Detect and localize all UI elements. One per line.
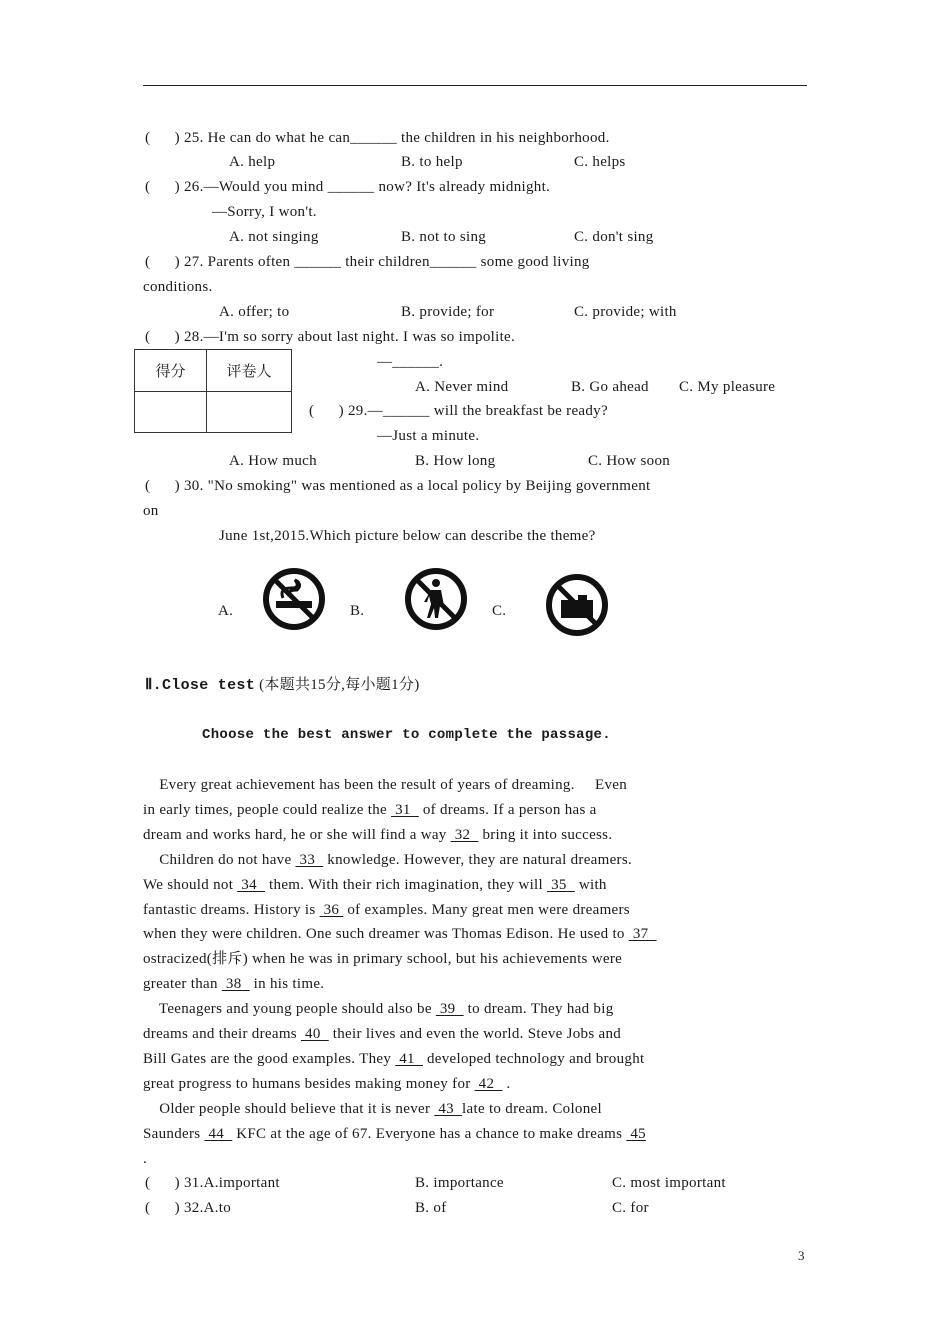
passage-text: knowledge. However, they are natural dreamers. (323, 851, 633, 868)
passage-text: their lives and even the world. Steve Jobs and (328, 1026, 622, 1042)
question-stem-cont: on (143, 503, 159, 519)
passage-text: with (574, 876, 607, 893)
header-rule (143, 85, 807, 86)
question-31: ( ) 31.A.important (145, 1175, 280, 1191)
option-b: B. Go ahead (571, 379, 649, 395)
option-a: A. How much (229, 453, 317, 469)
no-smoking-sign-icon (261, 566, 327, 632)
score-box (134, 349, 292, 433)
passage-line (143, 1000, 614, 1018)
blank-38: 38 (221, 976, 250, 993)
option-b: B. importance (415, 1175, 504, 1191)
grader-cell[interactable] (207, 392, 291, 432)
question-29: ( ) 29.—______ will the breakfast be ready? (309, 403, 608, 419)
option-a: A. not singing (229, 229, 319, 245)
passage-text: Older people should believe that it is never (143, 1100, 435, 1117)
section-title: Ⅱ.Close test (本题共15分,每小题1分) (145, 677, 420, 694)
no-camera-sign-icon (544, 572, 610, 638)
section-instruction: Choose the best answer to complete the passage. (202, 727, 611, 743)
passage-text: KFC at the age of 67. Everyone has a chance to make dreams (232, 1125, 627, 1142)
passage-line (143, 975, 324, 993)
question-stem-cont: June 1st,2015.Which picture below can describe the theme? (219, 528, 596, 544)
option-b: B. of (415, 1200, 447, 1216)
question-reply: —Sorry, I won't. (212, 204, 317, 220)
blank-36: 36 (319, 901, 344, 918)
passage-text: in his time. (249, 976, 325, 993)
no-pedestrian-sign-icon (403, 566, 469, 632)
passage-line (143, 801, 597, 819)
answer-paren: ( ) (145, 130, 180, 146)
passage-line (143, 1150, 147, 1168)
passage-line (143, 1025, 621, 1043)
passage-line (143, 1050, 644, 1068)
passage-line (143, 1100, 602, 1118)
option-c: C. My pleasure (679, 379, 776, 395)
option-c: C. provide; with (574, 304, 677, 320)
passage-text: in early times, people could realize the (143, 801, 392, 818)
passage-text: when they were children. One such dreamer was Thomas Edison. He used to (143, 926, 629, 943)
question-stem-cont: conditions. (143, 279, 213, 295)
passage-text: of examples. Many great men were dreamers (343, 901, 630, 918)
option-c: C. most important (612, 1175, 726, 1191)
question-26: ( ) 26.—Would you mind ______ now? It's already midnight. (145, 179, 551, 195)
blank-35: 35 (547, 876, 575, 893)
passage-text: them. With their rich imagination, they will (265, 876, 548, 893)
passage-line (143, 1075, 510, 1093)
option-c-label: C. (492, 603, 507, 619)
blank-42: 42 (474, 1075, 503, 1092)
blank-39: 39 (435, 1001, 464, 1018)
option-a: A. help (229, 154, 276, 170)
option-c: C. for (612, 1200, 649, 1216)
passage-line (143, 1125, 646, 1143)
blank-34: 34 (237, 876, 265, 893)
option-a: A. offer; to (219, 304, 290, 320)
option-c: C. How soon (588, 453, 671, 469)
blank-31: 31 (391, 801, 419, 818)
passage-text: Saunders (143, 1125, 205, 1142)
option-c: C. helps (574, 154, 626, 170)
passage-line (143, 776, 627, 794)
passage-line (143, 826, 612, 844)
passage-text: Teenagers and young people should also be (143, 1001, 436, 1018)
passage-text: We should not (143, 876, 238, 893)
passage-text: Every great achievement has been the result of years of dreaming. Even (143, 777, 628, 793)
grader-label: 评卷人 (207, 350, 291, 392)
option-a: A. Never mind (415, 379, 509, 395)
question-28: ( ) 28.—I'm so sorry about last night. I was so impolite. (145, 329, 516, 345)
blank-43: 43 (434, 1100, 463, 1117)
blank-33: 33 (295, 851, 324, 868)
passage-text: dreams and their dreams (143, 1026, 301, 1042)
passage-text: greater than (143, 976, 222, 993)
blank-40: 40 (300, 1026, 329, 1042)
passage-text: Bill Gates are the good examples. They (143, 1050, 396, 1067)
passage-line (143, 950, 622, 968)
passage-text: to dream. They had big (463, 1001, 614, 1018)
passage-text: late to dream. Colonel (462, 1100, 602, 1117)
passage-text: ostracized(排斥) when he was in primary school, but his achievements were (143, 951, 623, 968)
option-c: C. don't sing (574, 229, 654, 245)
passage-text: . (143, 1150, 148, 1167)
question-30: ( ) 30. "No smoking" was mentioned as a local policy by Beijing government (145, 478, 651, 494)
passage-text: great progress to humans besides making money for (143, 1075, 475, 1092)
passage-line (143, 851, 632, 869)
option-b: B. provide; for (401, 304, 495, 320)
passage-text: bring it into success. (478, 826, 613, 843)
option-b-label: B. (350, 603, 365, 619)
passage-line (143, 876, 607, 894)
blank-37: 37 (628, 926, 657, 943)
option-a-label: A. (218, 603, 234, 619)
passage-text: Children do not have (143, 851, 296, 868)
score-cell[interactable] (135, 392, 207, 432)
option-b: B. How long (415, 453, 496, 469)
score-label: 得分 (135, 350, 207, 392)
blank-44: 44 (204, 1125, 233, 1142)
option-b: B. not to sing (401, 229, 487, 245)
passage-line (143, 925, 657, 943)
passage-text: developed technology and brought (422, 1050, 645, 1067)
question-reply: —______. (377, 354, 444, 370)
passage-text: of dreams. If a person has a (418, 801, 597, 818)
passage-text: dream and works hard, he or she will find a way (143, 826, 451, 843)
blank-41: 41 (395, 1050, 423, 1067)
question-32: ( ) 32.A.to (145, 1200, 232, 1216)
question-25: ( ) 25. He can do what he can______ the children in his neighborhood. (145, 130, 610, 146)
passage-text: . (502, 1075, 511, 1092)
blank-32: 32 (450, 826, 479, 843)
question-stem: He can do what he can______ the children in his neighborhood. (207, 130, 610, 146)
passage-line (143, 901, 630, 919)
question-27: ( ) 27. Parents often ______ their children______ some good living (145, 254, 590, 270)
blank-45: 45 (626, 1125, 646, 1142)
page-number: 3 (798, 1248, 805, 1263)
passage-text: fantastic dreams. History is (143, 901, 320, 918)
question-reply: —Just a minute. (377, 428, 480, 444)
option-b: B. to help (401, 154, 463, 170)
